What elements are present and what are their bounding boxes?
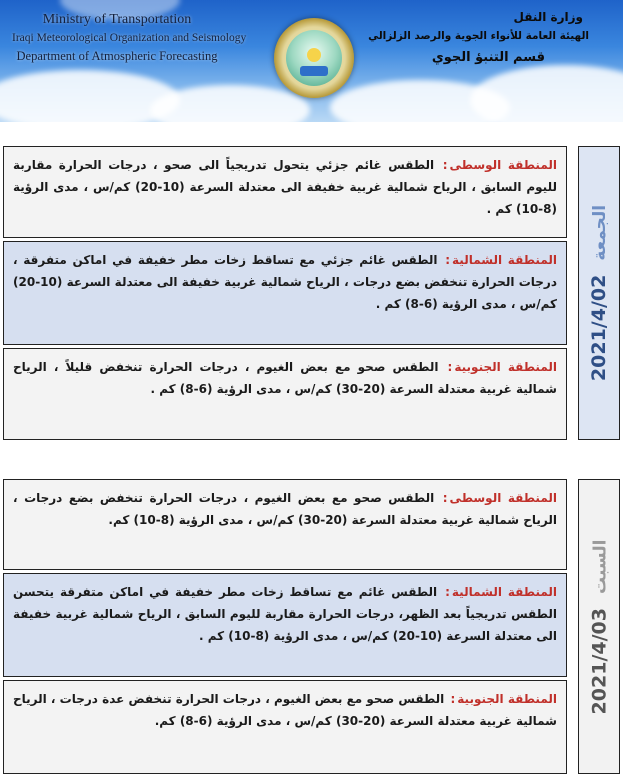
region-forecast-text: الطقس غائم جزئي مع تساقط زخات مطر خفيفة في اماكن متفرقة ، درجات الحرارة تنخفض بضع درجات ، الرياح شمالية غربية خفيفة الى معتدلة السرعة (10-20) كم/س ، مدى الرؤية (6-8) كم . xyxy=(13,253,557,311)
header-banner xyxy=(0,0,623,122)
region-central: المنطقة الوسطى: الطقس صحو مع بعض الغيوم ، درجات الحرارة تنخفض بضع درجات ، الرياح شمالية غربية معتدلة السرعة (20-30) كم/س ، مدى الرؤية (8-10) كم. xyxy=(3,479,567,570)
sun-icon xyxy=(307,48,321,62)
organization-name-en: Iraqi Meteorological Organization and Seismology xyxy=(12,32,247,44)
day-label xyxy=(588,539,610,714)
cloud-decoration xyxy=(470,65,623,122)
region-forecast-text: الطقس غائم جزئي يتحول تدريجياً الى صحو ، درجات الحرارة مقاربة لليوم السابق ، الرياح شمالية غربية خفيفة الى معتدلة السرعة (10-20) كم/س ، مدى الرؤية (8-10) كم . xyxy=(13,158,557,216)
region-name: المنطقة الوسطى xyxy=(449,158,557,172)
sea-icon xyxy=(300,66,328,76)
organization-logo xyxy=(274,18,354,98)
region-forecast-text: الطقس صحو مع بعض الغيوم ، درجات الحرارة تنخفض عدة درجات ، الرياح شمالية غربية معتدلة السرعة (20-30) كم/س ، مدى الرؤية (6-8) كم. xyxy=(13,692,557,728)
region-name: المنطقة الجنوبية xyxy=(454,360,557,374)
day-name: السبت xyxy=(590,539,610,594)
region-central: المنطقة الوسطى: الطقس غائم جزئي يتحول تدريجياً الى صحو ، درجات الحرارة مقاربة لليوم السابق ، الرياح شمالية غربية خفيفة الى معتدلة السرعة (10-20) كم/س ، مدى الرؤية (8-10) كم . xyxy=(3,146,567,238)
region-name: المنطقة الوسطى xyxy=(449,491,557,505)
day-label xyxy=(588,205,610,381)
day-date: 2021/4/02 xyxy=(588,274,610,382)
arabic-title-block xyxy=(368,10,589,65)
day-name: الجمعة xyxy=(590,204,610,261)
forecast-day-1 xyxy=(3,146,620,440)
region-name: المنطقة الشمالية xyxy=(452,253,557,267)
region-forecast-text: الطقس غائم مع تساقط زخات مطر خفيفة في اماكن متفرقة يتحسن الطقس تدريجياً بعد الظهر، درجات الحرارة مقاربة لليوم السابق ، الرياح شمالية غربية خفيفة الى معتدلة السرعة (10-20) كم/س ، مدى الرؤية (8-10) كم . xyxy=(13,585,557,643)
region-south: المنطقة الجنوبية: الطقس صحو مع بعض الغيوم ، درجات الحرارة تنخفض عدة درجات ، الرياح شمالية غربية معتدلة السرعة (20-30) كم/س ، مدى الرؤية (6-8) كم. xyxy=(3,680,567,774)
department-name-en: Department of Atmospheric Forecasting xyxy=(16,49,218,63)
region-forecast-text: الطقس صحو مع بعض الغيوم ، درجات الحرارة تنخفض بضع درجات ، الرياح شمالية غربية معتدلة السرعة (20-30) كم/س ، مدى الرؤية (8-10) كم. xyxy=(13,491,557,527)
region-forecast-text: الطقس صحو مع بعض الغيوم ، درجات الحرارة تنخفض قليلاً ، الرياح شمالية غربية معتدلة السرعة (20-30) كم/س ، مدى الرؤية (6-8) كم . xyxy=(13,360,557,396)
department-name-ar: قسم التنبؤ الجوي xyxy=(431,50,545,65)
organization-name-ar: الهيئة العامة للأنواء الجوية والرصد الزلزالي xyxy=(368,30,589,42)
forecast-day-2 xyxy=(3,479,620,774)
ministry-name-ar: وزارة النقل xyxy=(513,10,583,24)
day-date: 2021/4/03 xyxy=(588,607,610,714)
region-north: المنطقة الشمالية: الطقس غائم مع تساقط زخات مطر خفيفة في اماكن متفرقة يتحسن الطقس تدريجياً بعد الظهر، درجات الحرارة مقاربة لليوم السابق ، الرياح شمالية غربية خفيفة الى معتدلة السرعة (10-20) كم/س ، مدى الرؤية (8-10) كم . xyxy=(3,573,567,677)
logo-emblem xyxy=(286,30,342,86)
english-title-block xyxy=(12,12,247,64)
region-north: المنطقة الشمالية: الطقس غائم جزئي مع تساقط زخات مطر خفيفة في اماكن متفرقة ، درجات الحرارة تنخفض بضع درجات ، الرياح شمالية غربية خفيفة الى معتدلة السرعة (10-20) كم/س ، مدى الرؤية (6-8) كم . xyxy=(3,241,567,345)
day-bar xyxy=(578,479,620,774)
region-name: المنطقة الجنوبية xyxy=(457,692,557,706)
region-name: المنطقة الشمالية xyxy=(451,585,558,599)
region-south: المنطقة الجنوبية: الطقس صحو مع بعض الغيوم ، درجات الحرارة تنخفض قليلاً ، الرياح شمالية غربية معتدلة السرعة (20-30) كم/س ، مدى الرؤية (6-8) كم . xyxy=(3,348,567,440)
day-bar xyxy=(578,146,620,440)
ministry-name-en: Ministry of Transportation xyxy=(42,12,192,27)
